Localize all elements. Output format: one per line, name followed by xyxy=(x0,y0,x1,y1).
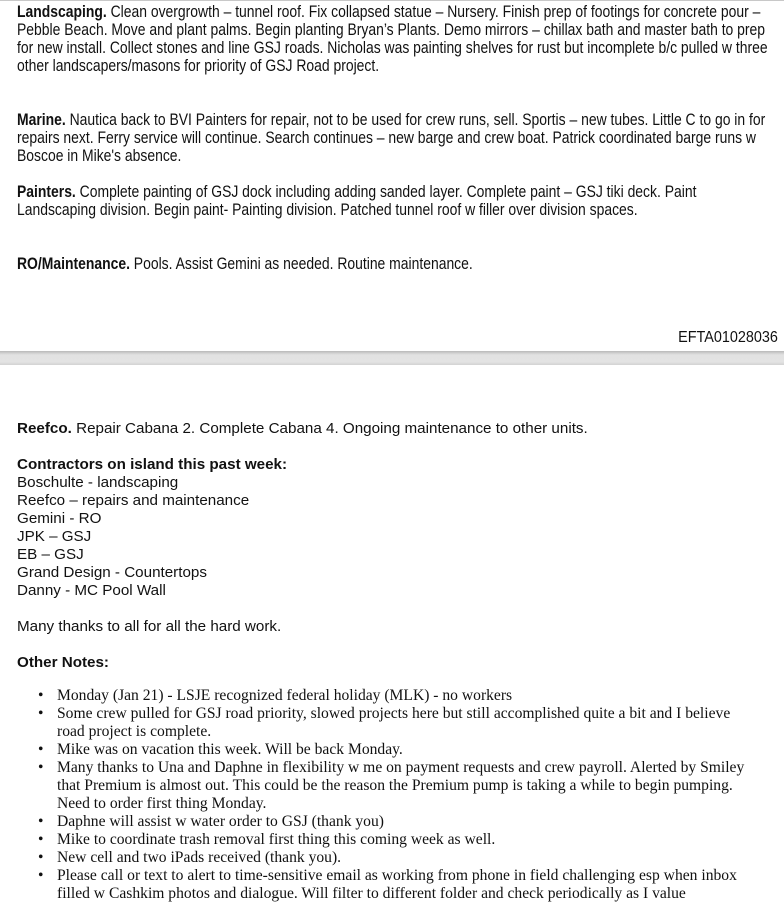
page-separator xyxy=(0,351,784,365)
other-notes-list xyxy=(0,687,747,903)
paragraph-ro-maintenance xyxy=(17,255,774,273)
note-text: New cell and two iPads received (thank you). xyxy=(57,849,342,866)
note-item xyxy=(38,741,747,759)
heading-painters: Painters. xyxy=(17,183,76,201)
paragraph-reefco xyxy=(17,420,588,438)
note-item xyxy=(38,849,747,867)
contractor-item: Danny - MC Pool Wall xyxy=(17,582,166,599)
contractor-item: Reefco – repairs and maintenance xyxy=(17,492,250,509)
contractor-item: Boschulte - landscaping xyxy=(17,474,179,491)
contractors-section xyxy=(17,456,287,600)
document-page-2 xyxy=(0,365,784,908)
note-item xyxy=(38,705,747,741)
bullet-icon: • xyxy=(38,813,44,830)
note-item xyxy=(38,687,747,705)
bullet-icon: • xyxy=(38,867,44,884)
note-text: Daphne will assist w water order to GSJ (thank you) xyxy=(57,813,384,830)
other-notes-heading: Other Notes: xyxy=(17,654,109,671)
bullet-icon: • xyxy=(38,687,44,704)
text-marine: Nautica back to BVI Painters for repair, not to be used for crew runs, sell. Sportis – new tubes. Little C to go in for repairs next. Ferry service will continue. Search continues – new barge and crew boat. Patrick coordinated barge runs w Boscoe in Mike's absence. xyxy=(17,111,766,165)
note-text: Monday (Jan 21) - LSJE recognized federal holiday (MLK) - no workers xyxy=(57,687,513,704)
heading-reefco: Reefco. xyxy=(17,420,72,437)
note-text: Some crew pulled for GSJ road priority, slowed projects here but still accomplished quite a bit and I believe road project is complete. xyxy=(57,705,731,740)
note-text: Mike to coordinate trash removal first thing this coming week as well. xyxy=(57,831,496,848)
contractor-item: Grand Design - Countertops xyxy=(17,564,207,581)
note-item xyxy=(38,813,747,831)
text-painters: Complete painting of GSJ dock including adding sanded layer. Complete paint – GSJ tiki deck. Paint Landscaping division. Begin paint- Painting division. Patched tunnel roof w filler over division spaces. xyxy=(17,183,697,219)
bullet-icon: • xyxy=(38,849,44,866)
paragraph-painters xyxy=(17,183,774,219)
note-item xyxy=(38,759,747,813)
text-reefco: Repair Cabana 2. Complete Cabana 4. Ongoing maintenance to other units. xyxy=(71,420,588,437)
heading-ro-maintenance: RO/Maintenance. xyxy=(17,255,130,273)
contractor-item: JPK – GSJ xyxy=(17,528,92,545)
contractors-heading: Contractors on island this past week: xyxy=(17,456,288,473)
thanks-note: Many thanks to all for all the hard work. xyxy=(17,618,282,635)
note-text: Many thanks to Una and Daphne in flexibility w me on payment requests and crew payroll. Alerted by Smiley that Premium is almost out. This could be the reason the Premium pump is taking a while to begin pumping. Need to order first thing Monday. xyxy=(57,759,745,812)
heading-marine: Marine. xyxy=(17,111,66,129)
note-text: Please call or text to alert to time-sensitive email as working from phone in field challenging esp when inbox filled w Cashkim photos and dialogue. Will filter to different folder and check periodically as I value xyxy=(57,867,737,902)
text-ro-maintenance: Pools. Assist Gemini as needed. Routine maintenance. xyxy=(129,255,473,273)
document-id: EFTA01028036 xyxy=(678,329,778,346)
bullet-icon: • xyxy=(38,741,44,758)
bullet-icon: • xyxy=(38,831,44,848)
bullet-icon: • xyxy=(38,759,44,776)
contractor-item: Gemini - RO xyxy=(17,510,102,527)
note-item xyxy=(38,831,747,849)
bullet-icon: • xyxy=(38,705,44,722)
contractor-item: EB – GSJ xyxy=(17,546,84,563)
heading-landscaping: Landscaping. xyxy=(17,3,107,21)
note-item xyxy=(38,867,747,903)
note-text: Mike was on vacation this week. Will be back Monday. xyxy=(57,741,403,758)
text-landscaping: Clean overgrowth – tunnel roof. Fix collapsed statue – Nursery. Finish prep of footings for concrete pour – Pebble Beach. Move and plant palms. Begin planting Bryan’s Plants. Demo mirrors – chillax bath and master bath to prep for new install. Collect stones and line GSJ roads. Nicholas was painting shelves for rust but incomplete b/c pulled w three other landscapers/masons for priority of GSJ Road project. xyxy=(17,3,768,75)
paragraph-landscaping xyxy=(17,3,774,75)
paragraph-marine xyxy=(17,111,774,165)
document-page-1 xyxy=(0,0,784,351)
